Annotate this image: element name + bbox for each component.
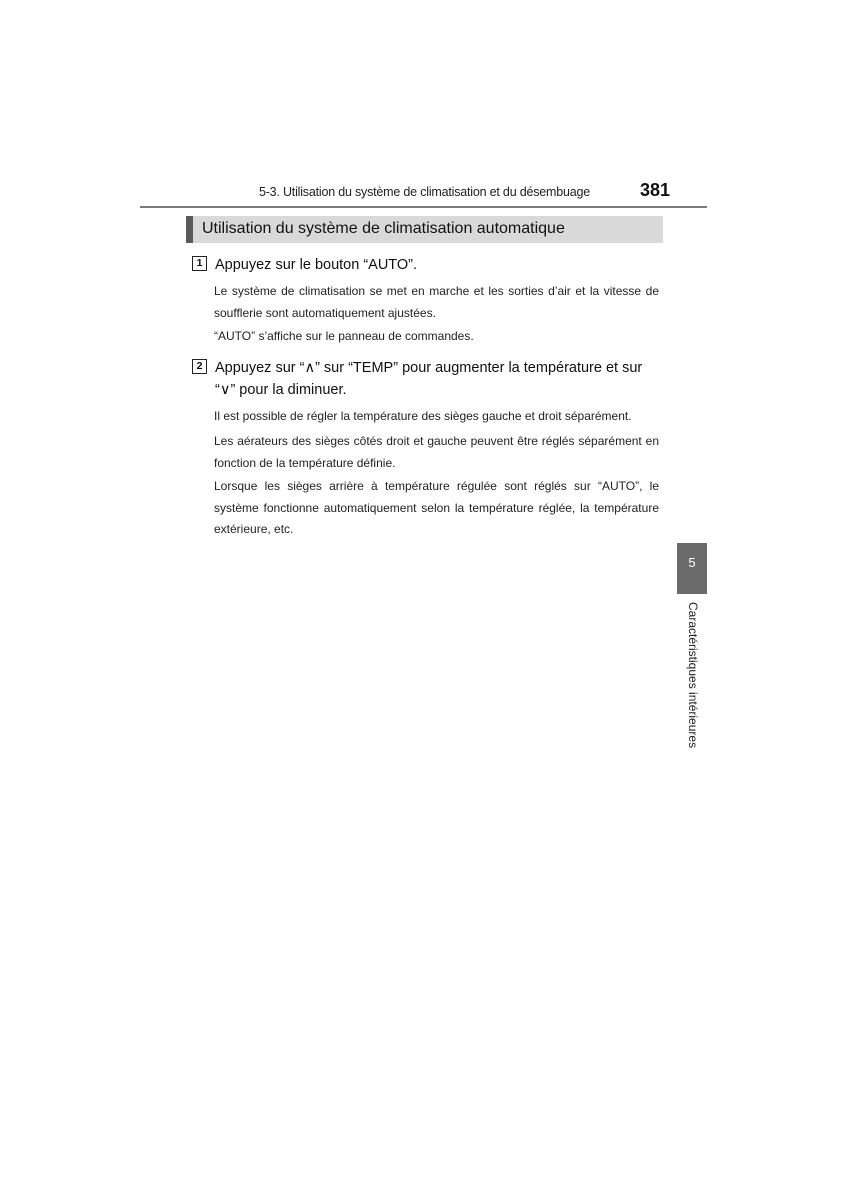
- step-instruction: Appuyez sur le bouton “AUTO”.: [215, 257, 418, 273]
- chapter-tab: [677, 543, 707, 594]
- step-instruction: Appuyez sur “∧” sur “TEMP” pour augmenter la température et sur “∨” pour la diminuer.: [215, 360, 643, 398]
- step-number-badge: 1: [192, 256, 207, 271]
- chapter-label: Caractéristiques intérieures: [686, 602, 700, 749]
- step-1-detail-paragraph: Le système de climatisation se met en marche et les sorties d’air et la vitesse de soufflerie sont automatiquement ajustées.: [214, 284, 659, 320]
- section-heading: [186, 216, 663, 243]
- step-2-detail-paragraph: Il est possible de régler la température des sièges gauche et droit séparément.: [214, 409, 632, 423]
- step-1-detail-paragraph: “AUTO” s’affiche sur le panneau de commandes.: [214, 329, 474, 343]
- step-2-detail-paragraph: Les aérateurs des sièges côtés droit et gauche peuvent être réglés séparément en fonction de la température définie.: [214, 434, 659, 470]
- page-number: 381: [639, 180, 670, 200]
- chapter-number: 5: [688, 555, 696, 570]
- running-header-title: 5-3. Utilisation du système de climatisation et du désembuage: [258, 185, 590, 199]
- section-heading-text: Utilisation du système de climatisation automatique: [202, 220, 565, 237]
- step-2-detail-paragraph: Lorsque les sièges arrière à température régulée sont réglés sur “AUTO”, le système fonctionne automatiquement selon la température réglée, la température extérieure, etc.: [214, 479, 659, 536]
- header-divider: [140, 206, 707, 208]
- step-number-badge: 2: [192, 359, 207, 374]
